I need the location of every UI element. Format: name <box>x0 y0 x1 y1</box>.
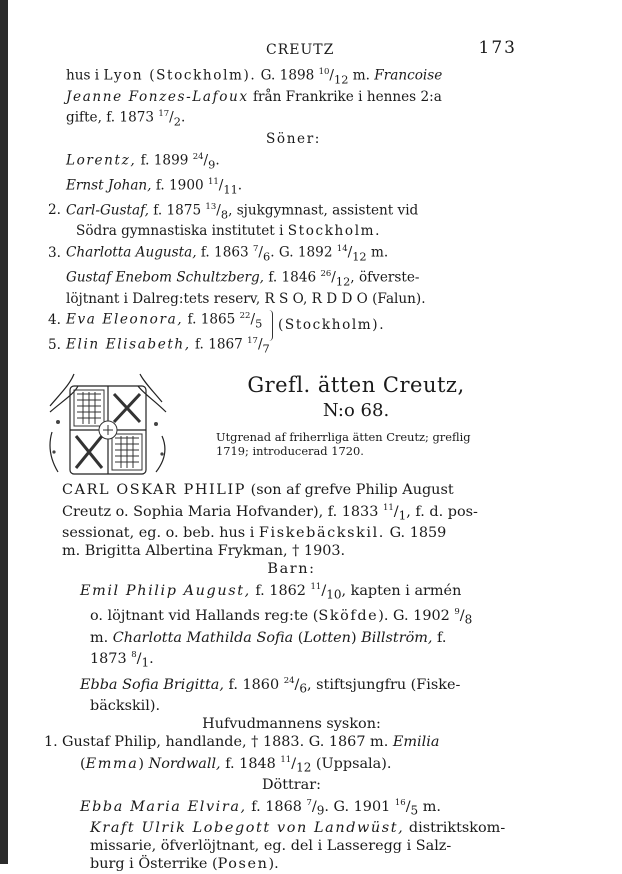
sons-heading: Söner: <box>266 131 321 148</box>
shield-cross-3 <box>76 436 102 468</box>
text-line: Lorentz, f. 1899 $^{24}/_9$. <box>66 151 220 172</box>
text-line: sessionat, eg. o. beb. hus i Fiskebäckskil. G. 1859 <box>62 525 447 542</box>
section-heading-block <box>216 372 526 458</box>
list-item: 5. Elin Elisabeth, f. 1867 $^{17}/_7$ <box>48 336 270 356</box>
children-heading: Barn: <box>267 560 316 577</box>
list-group <box>48 308 521 358</box>
family-note: 1719; introducerad 1720. <box>216 443 364 458</box>
text-line: löjtnant i Dalreg:tets reserv, R S O, R D D O (Falun). <box>66 290 426 307</box>
page-edge-shadow <box>0 0 8 864</box>
numbered-list <box>48 199 521 358</box>
list-item: 1. Gustaf Philip, handlande, † 1883. G. 1867 m. Emilia <box>44 733 440 750</box>
daughters-heading: Döttrar: <box>262 777 321 794</box>
family-note: Utgrenad af friherrliga ätten Creutz; greflig <box>216 429 471 444</box>
text-line: CARL OSKAR PHILIP (son af grefve Philip August <box>62 481 454 498</box>
mantling-right <box>138 374 166 412</box>
shield-cross-2 <box>114 394 140 422</box>
text-line: Ebba Maria Elvira, f. 1868 $^7/_9$. G. 1901 $^{16}/_5$ m. <box>80 797 441 818</box>
running-header <box>66 38 521 64</box>
list-item: 2. Carl-Gustaf, f. 1875 $^{13}/_8$, sjukgymnast, assistent vid <box>48 201 419 221</box>
text-line: Södra gymnastiska institutet i Stockholm. <box>76 223 382 240</box>
text-line: Ernst Johan, f. 1900 $^{11}/_{11}$. <box>66 176 243 196</box>
text-line: Emil Philip August, f. 1862 $^{11}/_{10}$, kapten i armén <box>80 581 462 602</box>
family-section-header <box>66 372 521 482</box>
text-line: gifte, f. 1873 $^{17}/_2$. <box>66 109 186 129</box>
list-item: 3. Charlotta Augusta, f. 1863 $^7/_6$. G. 1892 $^{14}/_{12}$ m. <box>48 244 389 264</box>
text-line: burg i Österrike (Posen). <box>90 856 279 873</box>
text-line: bäckskil). <box>90 698 161 715</box>
page-number: 173 <box>478 38 517 58</box>
text-line: Ebba Sofia Brigitta, f. 1860 $^{24}/_6$, stiftsjungfru (Fiske- <box>80 675 461 696</box>
continued-entry <box>66 64 521 199</box>
running-title: CREUTZ <box>266 42 335 58</box>
text-line: hus i Lyon (Stockholm). G. 1898 $^{10}/_{12}$ m. Francoise <box>66 67 443 87</box>
text-line: m. Brigitta Albertina Frykman, † 1903. <box>62 543 346 560</box>
text-line: Creutz o. Sophia Maria Hofvander), f. 1833 $^{11}/_1$, f. d. pos- <box>62 502 478 523</box>
text-line: Jeanne Fonzes-Lafoux från Frankrike i hennes 2:a <box>66 88 442 105</box>
family-title: Grefl. ätten Creutz, <box>247 372 465 397</box>
family-number: N:o 68. <box>322 399 390 421</box>
text-line: Kraft Ulrik Lobegott von Landwüst, distriktskom- <box>90 820 506 837</box>
coat-of-arms <box>44 372 172 490</box>
text-line: 1873 $^8/_1$. <box>90 650 154 671</box>
text-line: o. löjtnant vid Hallands reg:te (Sköfde). G. 1902 $^9/_8$ <box>90 607 473 627</box>
main-entry <box>44 481 521 874</box>
text-line: Gustaf Enebom Schultzberg, f. 1846 $^{26}/_{12}$, öfverste- <box>66 268 420 289</box>
text-line: missarie, öfverlöjtnant, eg. del i Lasseregg i Salz- <box>90 838 452 855</box>
place-note: (Stockholm). <box>278 317 386 334</box>
siblings-heading: Hufvudmannens syskon: <box>202 716 381 733</box>
book-page <box>44 38 521 874</box>
brace <box>266 310 273 341</box>
text-line: m. Charlotta Mathilda Sofia (Lotten) Billström, f. <box>90 629 447 646</box>
text-line: (Emma) Nordwall, f. 1848 $^{11}/_{12}$ (Uppsala). <box>80 754 392 775</box>
list-item: 4. Eva Eleonora, f. 1865 $^{22}/_5$ <box>48 311 263 331</box>
